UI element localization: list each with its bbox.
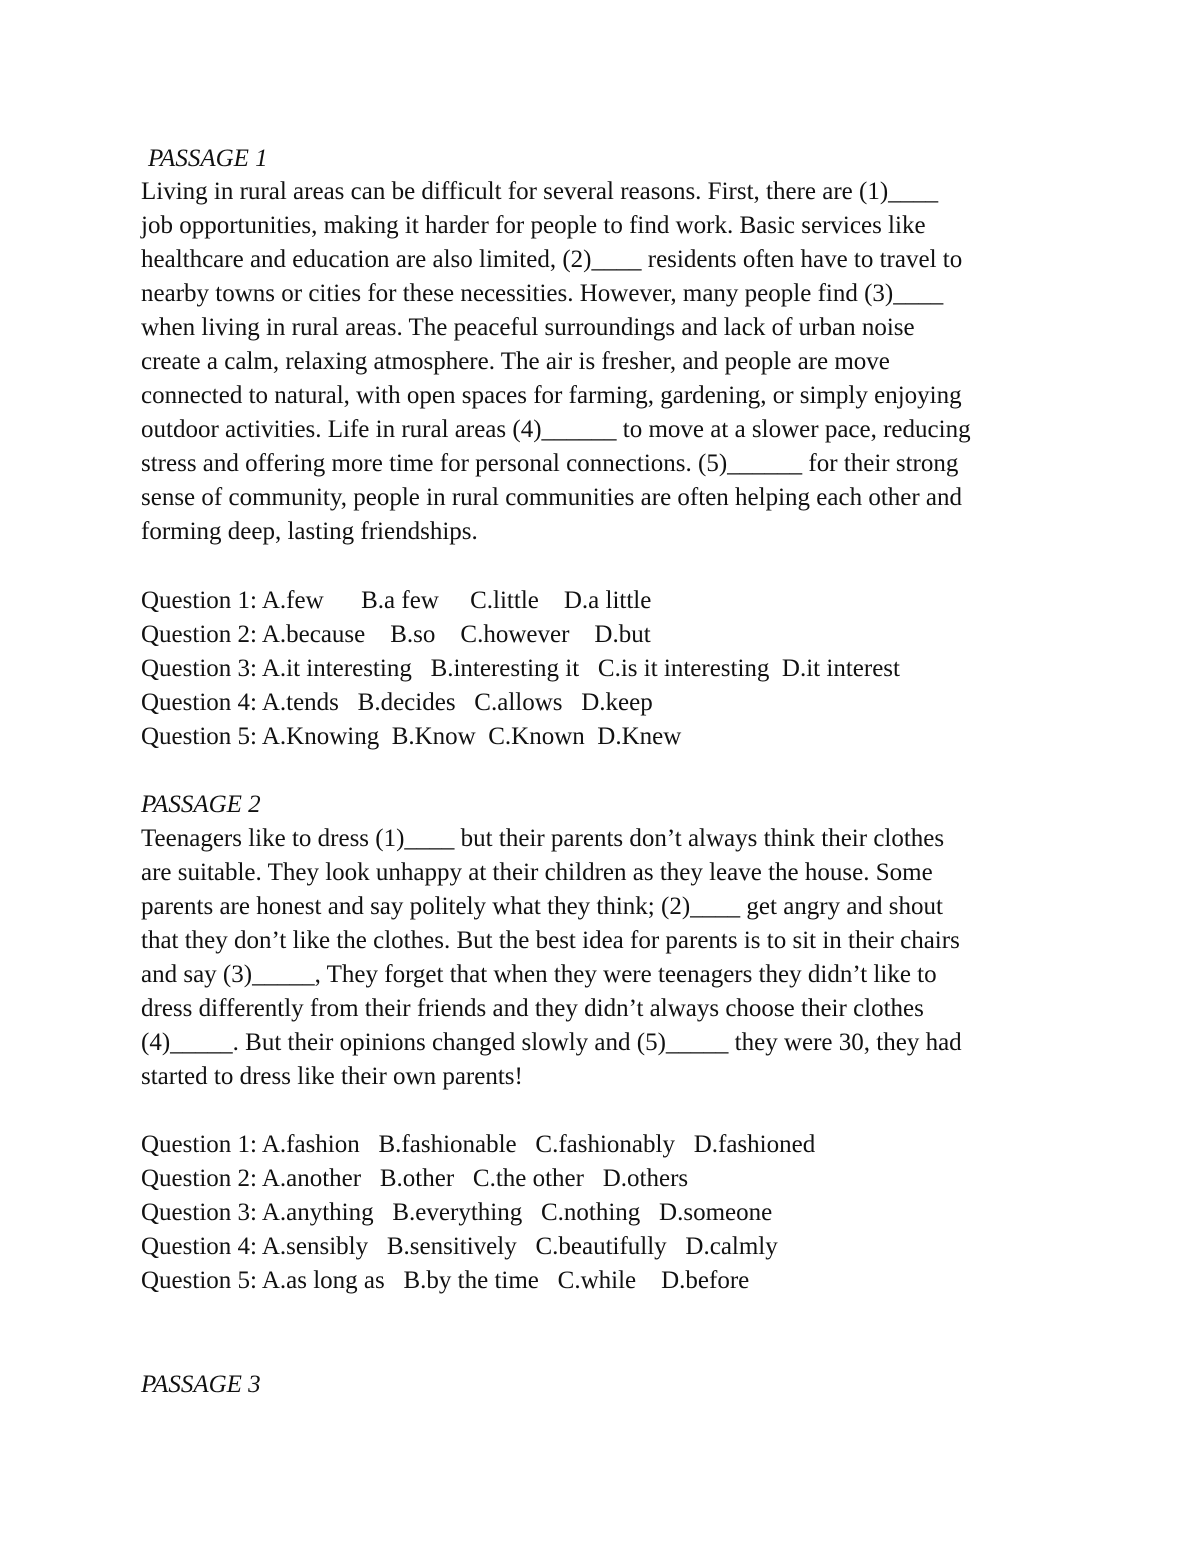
passage-line: are suitable. They look unhappy at their children as they leave the house. Some xyxy=(141,859,933,886)
passage-line: when living in rural areas. The peaceful surroundings and lack of urban noise xyxy=(141,314,915,341)
passage-line: connected to natural, with open spaces for farming, gardening, or simply enjoying xyxy=(141,382,962,409)
passage-line: (4)_____. But their opinions changed slowly and (5)_____ they were 30, they had xyxy=(141,1029,962,1056)
passage-line: Teenagers like to dress (1)____ but their parents don’t always think their clothes xyxy=(141,825,945,852)
passage-line: Living in rural areas can be difficult for several reasons. First, there are (1)____ xyxy=(141,178,939,205)
passage-line: create a calm, relaxing atmosphere. The air is fresher, and people are move xyxy=(141,348,890,375)
passage-line: that they don’t like the clothes. But the best idea for parents is to sit in their chairs xyxy=(141,927,960,954)
passage-line: and say (3)_____, They forget that when they were teenagers they didn’t like to xyxy=(141,961,937,988)
passage-line: forming deep, lasting friendships. xyxy=(141,518,478,545)
passage-line: job opportunities, making it harder for people to find work. Basic services like xyxy=(141,212,926,239)
passage-3-title: PASSAGE 3 xyxy=(141,1371,261,1398)
passage-2-questions xyxy=(141,1128,815,1298)
passage-1-title: PASSAGE 1 xyxy=(148,145,268,172)
question-line: Question 3: A.anything B.everything C.nothing D.someone xyxy=(141,1199,773,1226)
question-line: Question 4: A.sensibly B.sensitively C.beautifully D.calmly xyxy=(141,1233,778,1260)
passage-line: started to dress like their own parents! xyxy=(141,1063,523,1090)
passage-line: dress differently from their friends and they didn’t always choose their clothes xyxy=(141,995,924,1022)
question-line: Question 5: A.as long as B.by the time C.while D.before xyxy=(141,1267,750,1294)
passage-line: nearby towns or cities for these necessities. However, many people find (3)____ xyxy=(141,280,944,307)
question-line: Question 2: A.another B.other C.the other D.others xyxy=(141,1165,689,1192)
question-line: Question 3: A.it interesting B.interesting it C.is it interesting D.it interest xyxy=(141,655,900,682)
question-line: Question 2: A.because B.so C.however D.but xyxy=(141,621,651,648)
passage-line: sense of community, people in rural communities are often helping each other and xyxy=(141,484,963,511)
passage-line: parents are honest and say politely what they think; (2)____ get angry and shout xyxy=(141,893,943,920)
passage-line: outdoor activities. Life in rural areas (4)______ to move at a slower pace, reducing xyxy=(141,416,971,443)
passage-1-questions xyxy=(141,584,900,754)
passage-line: stress and offering more time for personal connections. (5)______ for their strong xyxy=(141,450,959,477)
passage-2-text xyxy=(141,822,962,1094)
question-line: Question 4: A.tends B.decides C.allows D.keep xyxy=(141,689,653,716)
question-line: Question 5: A.Knowing B.Know C.Known D.Knew xyxy=(141,723,682,750)
passage-line: healthcare and education are also limited, (2)____ residents often have to travel to xyxy=(141,246,963,273)
question-line: Question 1: A.few B.a few C.little D.a little xyxy=(141,587,652,614)
passage-1-text xyxy=(141,175,971,549)
passage-2-title: PASSAGE 2 xyxy=(141,791,261,818)
question-line: Question 1: A.fashion B.fashionable C.fashionably D.fashioned xyxy=(141,1131,816,1158)
